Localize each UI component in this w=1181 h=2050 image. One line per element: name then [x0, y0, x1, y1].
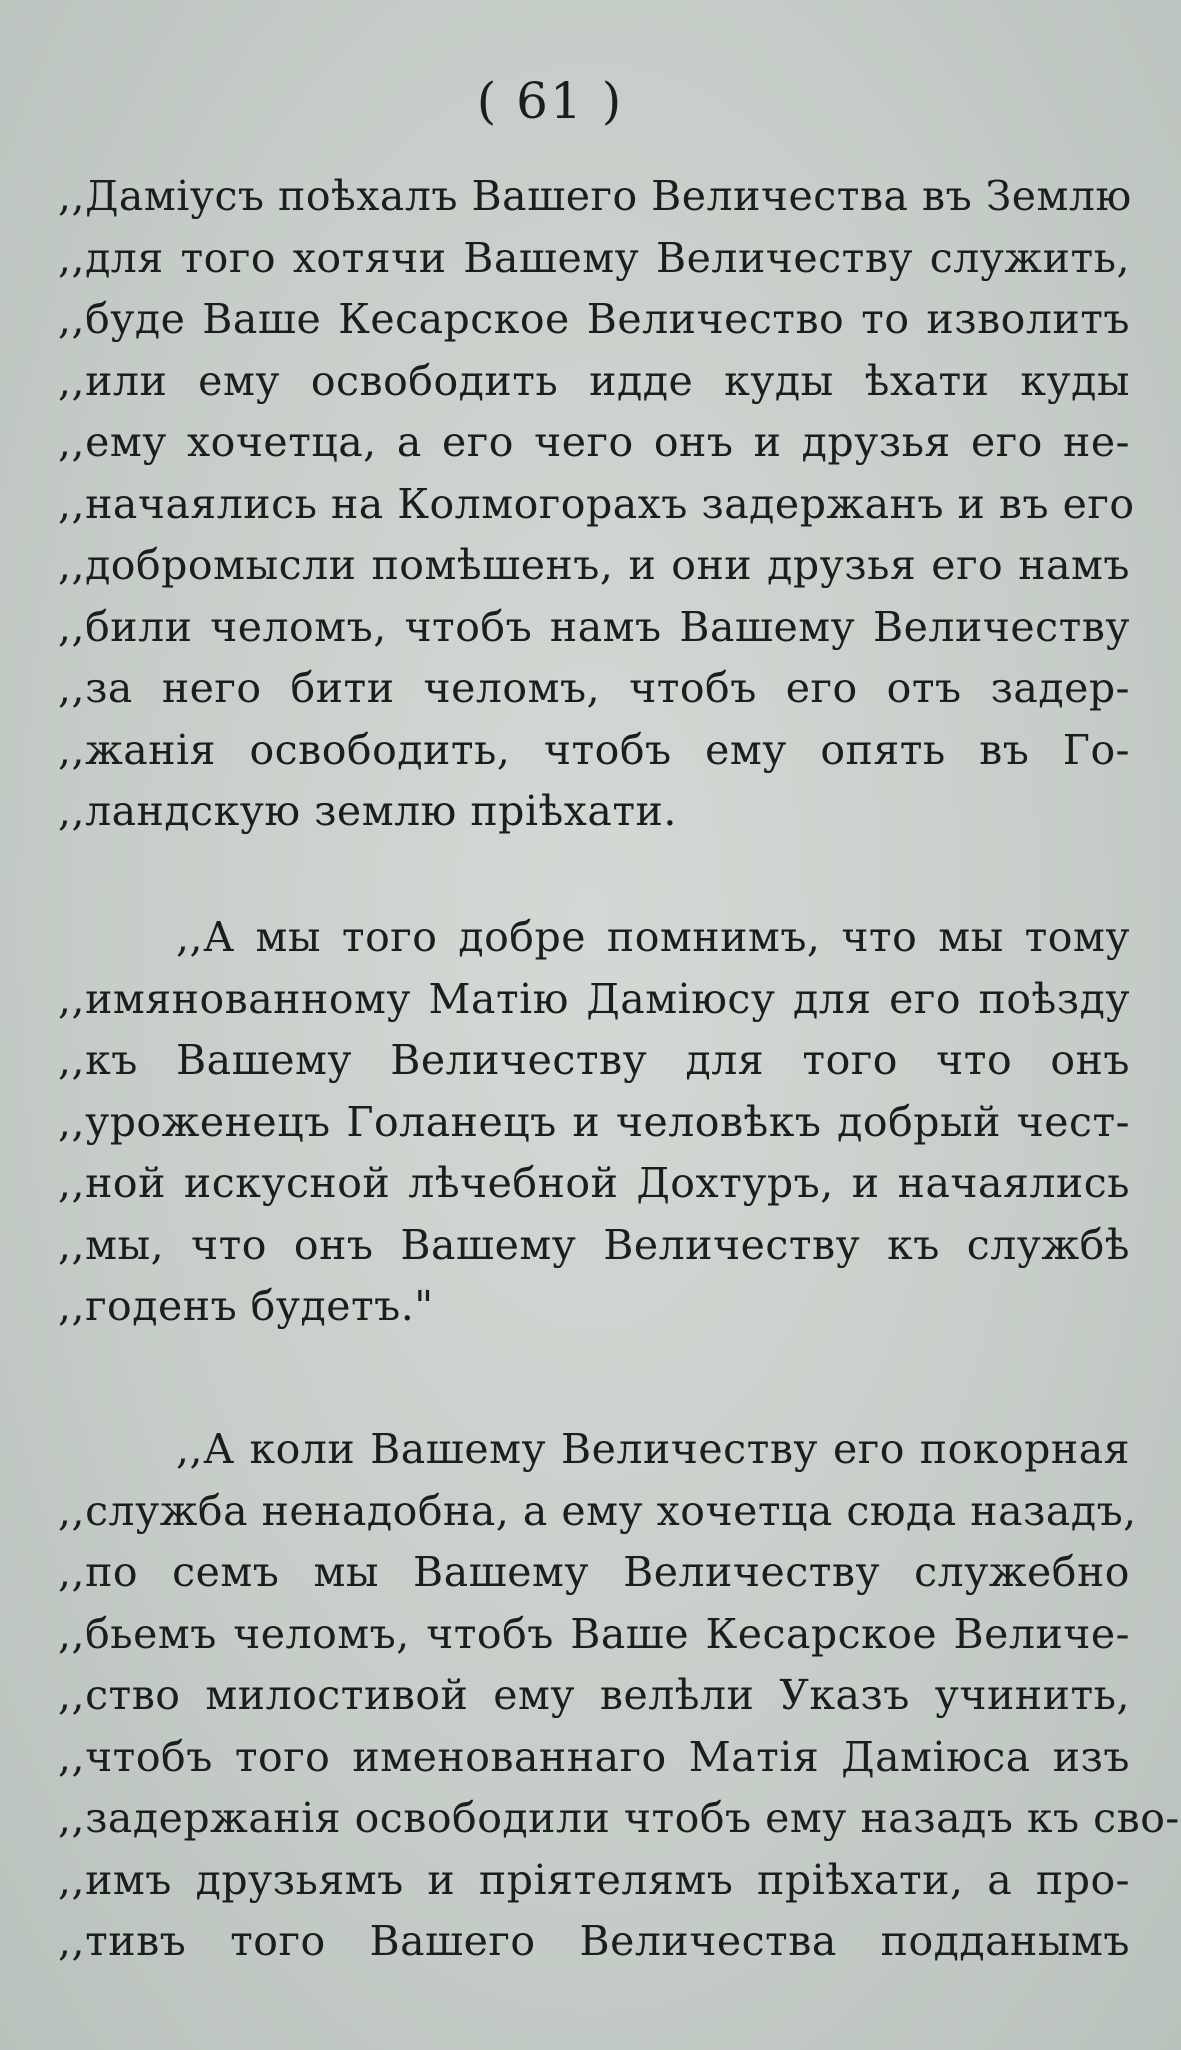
- text-line: ,,чтобъ того именованнаго Матiя Дамiюса изъ: [58, 1732, 1130, 1781]
- text-line: ,,годенъ будетъ.": [58, 1282, 434, 1330]
- page-number: ( 61 ): [476, 72, 624, 130]
- text-line: ,,служба ненадобна, а ему хочетца сюда назадъ,: [58, 1486, 1137, 1535]
- paragraph-1: [58, 166, 1135, 843]
- text-line: ,,тивъ того Вашего Величества подданымъ: [58, 1917, 1130, 1965]
- text-line: ,,буде Ваше Кесарское Величество то изволитъ: [58, 295, 1130, 343]
- text-line: ,,били челомъ, чтобъ намъ Вашему Величеству: [58, 602, 1130, 651]
- text-line: ,,ландскую землю прiѣхати.: [58, 787, 677, 835]
- text-line: ,,А коли Вашему Величеству его покорная: [176, 1425, 1130, 1473]
- text-line: ,,къ Вашему Величеству для того что онъ: [58, 1036, 1130, 1084]
- text-line: ,,имянованному Матiю Дамiюсу для его поѣзду: [58, 974, 1130, 1023]
- text-line: ,,ство милостивой ему велѣли Указъ учинить,: [58, 1671, 1130, 1719]
- text-line: ,,или ему освободить идде куды ѣхати куды: [58, 356, 1130, 405]
- text-line: ,,добромысли помѣшенъ, и они друзья его намъ: [58, 541, 1130, 589]
- text-line: ,,мы, что онъ Вашему Величеству къ службѣ: [58, 1220, 1130, 1269]
- text-line: ,,уроженецъ Голанецъ и человѣкъ добрый чест-: [58, 1097, 1130, 1146]
- text-line: ,,жанія освободить, чтобъ ему опять въ Го-: [58, 725, 1130, 774]
- text-line: ,,начаялись на Колмогорахъ задержанъ и въ его: [58, 479, 1135, 528]
- text-line: ,,за него бити челомъ, чтобъ его отъ задер-: [58, 664, 1130, 712]
- text-line: ,,для того хотячи Вашему Величеству служить,: [58, 233, 1130, 282]
- text-line: ,,бьемъ челомъ, чтобъ Ваше Кесарское Величе-: [58, 1609, 1130, 1658]
- text-line: ,,задержанія освободили чтобъ ему назадъ къ сво-: [58, 1794, 1180, 1842]
- text-line: ,,ему хочетца, а его чего онъ и друзья его не-: [58, 418, 1130, 466]
- text-line: ,,по семъ мы Вашему Величеству служебно: [58, 1548, 1130, 1596]
- text-line: ,,имъ друзьямъ и прiятелямъ прiѣхати, а про-: [58, 1855, 1130, 1904]
- text-line: ,,ной искусной лѣчебной Дохтуръ, и начаялись: [58, 1159, 1130, 1207]
- paragraph-2: [58, 907, 1130, 1338]
- paragraph-3: [58, 1419, 1180, 1973]
- text-line: ,,А мы того добре помнимъ, что мы тому: [176, 913, 1130, 961]
- text-line: ,,Дамiусъ поѣхалъ Вашего Величества въ Землю: [58, 172, 1132, 220]
